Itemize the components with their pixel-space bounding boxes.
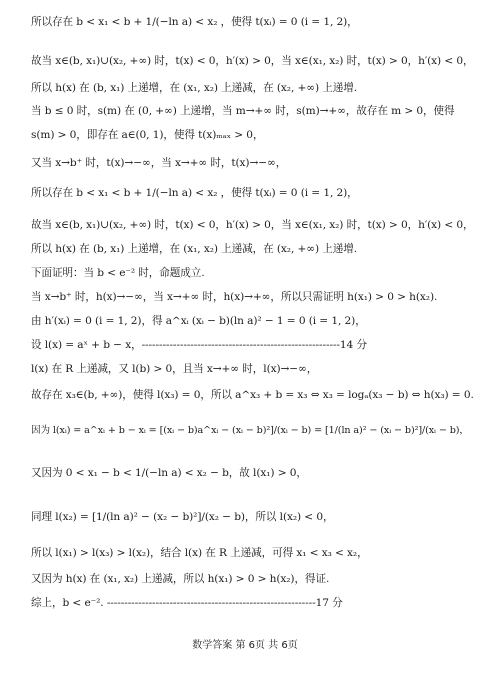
text-line: 故当 x∈(b, x₁)∪(x₂, +∞) 时，t(x) < 0，h′(x) > 0，当 x∈(x₁, x₂) 时，t(x) > 0，h′(x) < 0，: [31, 219, 474, 231]
text-line: 当 b ≤ 0 时，s(m) 在 (0, +∞) 上递增，当 m→+∞ 时，s(m)→+∞，故存在 m > 0，使得: [31, 105, 455, 117]
text-line: 故存在 x₃∈(b, +∞)，使得 l(x₃) = 0，所以 a^x₃ + b = x₃ ⇔ x₃ = logₐ(x₃ − b) ⇔ h(x₃) = 0.: [31, 389, 474, 401]
text-line: l(x) 在 R 上递减，又 l(b) > 0，且当 x→+∞ 时，l(x)→−∞，: [31, 363, 318, 375]
text-line: s(m) > 0，即存在 a∈(0, 1)，使得 t(x)ₘₐₓ > 0，: [31, 129, 264, 141]
text-line: 所以存在 b < x₁ < b + 1/(−ln a) < x₂ ，使得 t(xᵢ) = 0 (i = 1, 2)，: [31, 187, 358, 199]
text-line: 所以存在 b < x₁ < b + 1/(−ln a) < x₂ ，使得 t(xᵢ) = 0 (i = 1, 2)，: [31, 16, 358, 28]
text-line: 同理 l(x₂) = [1/(ln a)² − (x₂ − b)²]/(x₂ − b)，所以 l(x₂) < 0，: [31, 511, 334, 523]
text-line: 所以 h(x) 在 (b, x₁) 上递增，在 (x₁, x₂) 上递减，在 (x₂, +∞) 上递增.: [31, 243, 358, 255]
text-line: 因为 l(xᵢ) = a^xᵢ + b − xᵢ = [(xᵢ − b)a^xᵢ − (xᵢ − b)²]/(xᵢ − b) = [1/(ln a)² − (xᵢ − b)²]/(xᵢ − b)，: [31, 425, 469, 436]
text-line: 故当 x∈(b, x₁)∪(x₂, +∞) 时，t(x) < 0，h′(x) > 0，当 x∈(x₁, x₂) 时，t(x) > 0，h′(x) < 0，: [31, 55, 474, 67]
text-line: 又因为 0 < x₁ − b < 1/(−ln a) < x₂ − b，故 l(x₁) > 0，: [31, 467, 307, 479]
text-line: 当 x→b⁺ 时，h(x)→−∞，当 x→+∞ 时，h(x)→+∞，所以只需证明 h(x₁) > 0 > h(x₂).: [31, 291, 438, 303]
text-line: 所以 l(x₁) > l(x₃) > l(x₂)，结合 l(x) 在 R 上递减，可得 x₁ < x₃ < x₂，: [31, 547, 368, 559]
text-line: 又当 x→b⁺ 时，t(x)→−∞，当 x→+∞ 时，t(x)→−∞，: [31, 157, 287, 169]
text-line: 下面证明：当 b < e⁻² 时，命题成立.: [31, 267, 205, 279]
text-line: 又因为 h(x) 在 (x₁, x₂) 上递减，所以 h(x₁) > 0 > h(x₂)，得证.: [31, 573, 330, 585]
page-footer: 数学答案 第 6页 共 6页: [192, 640, 298, 651]
text-line: 所以 h(x) 在 (b, x₁) 上递增，在 (x₁, x₂) 上递减，在 (x₂, +∞) 上递增.: [31, 82, 358, 94]
text-line: 综上，b < e⁻². ------------------------------------------------------------17 分: [31, 597, 343, 609]
text-line: 设 l(x) = aˣ + b − x，---------------------------------------------------------14 分: [31, 339, 367, 351]
text-line: 由 h′(xᵢ) = 0 (i = 1, 2)，得 a^xᵢ (xᵢ − b)(ln a)² − 1 = 0 (i = 1, 2)，: [31, 315, 366, 327]
